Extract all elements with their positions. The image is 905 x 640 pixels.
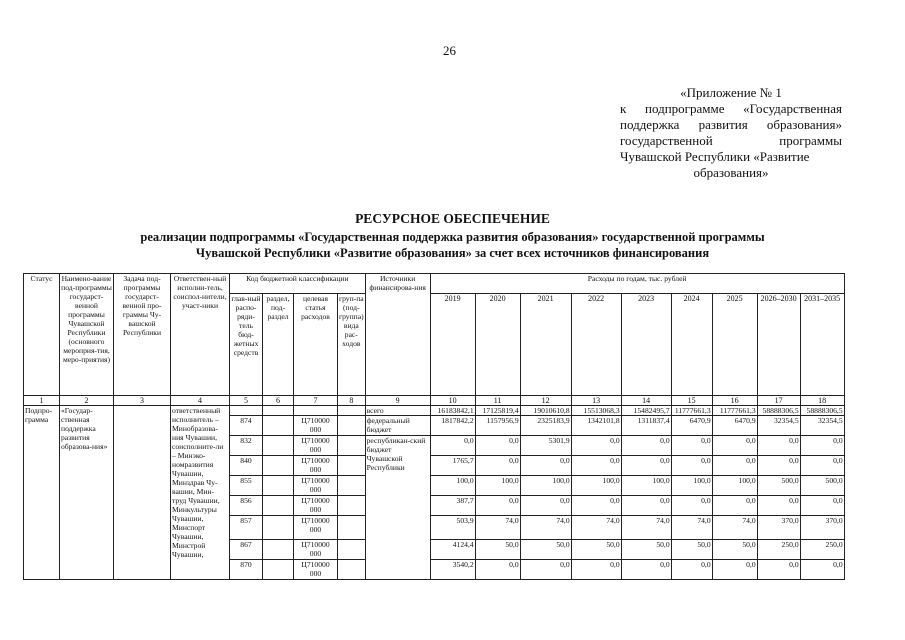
source-republican: республикан-ский бюджет Чувашской Республики (365, 436, 430, 580)
header-year: 2025 (712, 294, 757, 396)
document-subtitle (0, 229, 905, 261)
value-cell: 0,0 (800, 456, 844, 476)
value-cell: 1342101,8 (571, 416, 621, 436)
target-cell: Ц710000 000 (294, 476, 338, 496)
column-number: 3 (114, 396, 171, 406)
value-cell: 0,0 (757, 496, 800, 516)
value-cell: 3540,2 (430, 560, 475, 580)
header-target-item: целевая статья расходов (294, 294, 338, 396)
target-cell: Ц710000 000 (294, 496, 338, 516)
section-cell (263, 456, 294, 476)
value-cell: 0,0 (712, 436, 757, 456)
value-cell: 1311837,4 (621, 416, 671, 436)
value-cell: 0,0 (757, 560, 800, 580)
section-cell (263, 560, 294, 580)
document-title: РЕСУРСНОЕ ОБЕСПЕЧЕНИЕ (355, 211, 550, 226)
value-cell: 2325183,9 (520, 416, 571, 436)
header-expenses: Расходы по годам, тыс. рублей (430, 274, 844, 294)
group-cell (338, 416, 366, 436)
group-cell (338, 476, 366, 496)
header-budget-code: Код бюджетной классификации (230, 274, 366, 294)
value-cell: 0,0 (621, 560, 671, 580)
value-cell: 0,0 (712, 560, 757, 580)
value-cell: 370,0 (757, 516, 800, 540)
value-cell: 100,0 (712, 476, 757, 496)
responsible-cell: ответственный исполнитель – Минобразова-ния Чувашии, соисполните-ли – Минэко-номразвития Чувашии, Минздрав Чу-вашии, Мин-труд Чувашии, Минкультуры Чувашии, Минспорт Чувашии, Минстрой Чувашии, (171, 406, 230, 580)
grbs-cell: 840 (230, 456, 263, 476)
column-number: 7 (294, 396, 338, 406)
grbs-cell: 832 (230, 436, 263, 456)
value-cell: 100,0 (671, 476, 712, 496)
group-cell (338, 496, 366, 516)
target-cell: Ц710000 000 (294, 516, 338, 540)
header-year: 2031–2035 (800, 294, 844, 396)
value-cell: 0,0 (800, 496, 844, 516)
subtitle-line-2: Чувашской Республики «Развитие образования» за счет всех источников финансирования (195, 246, 710, 260)
section-cell (263, 416, 294, 436)
page-number: 26 (443, 43, 456, 58)
value-cell: 74,0 (475, 516, 520, 540)
group-cell (338, 456, 366, 476)
value-cell: 74,0 (621, 516, 671, 540)
value-cell: 0,0 (621, 456, 671, 476)
header-year: 2024 (671, 294, 712, 396)
target-cell: Ц710000 000 (294, 560, 338, 580)
group-cell (338, 540, 366, 560)
value-cell: 503,9 (430, 516, 475, 540)
source-federal: федеральный бюджет (365, 416, 430, 436)
value-cell: 17125819,4 (475, 406, 520, 416)
value-cell: 100,0 (430, 476, 475, 496)
header-year: 2023 (621, 294, 671, 396)
value-cell: 0,0 (520, 496, 571, 516)
value-cell: 1765,7 (430, 456, 475, 476)
value-cell: 100,0 (571, 476, 621, 496)
grbs-cell: 867 (230, 540, 263, 560)
target-cell: Ц710000 000 (294, 540, 338, 560)
value-cell: 15513068,3 (571, 406, 621, 416)
header-expense-group: груп-па (под-группа) вида рас-ходов (338, 294, 366, 396)
column-number: 10 (430, 396, 475, 406)
value-cell: 387,7 (430, 496, 475, 516)
section-cell (263, 516, 294, 540)
name-cell: «Государ-ственная поддержка развития образова-ния» (60, 406, 114, 580)
grbs-cell: 870 (230, 560, 263, 580)
value-cell: 0,0 (520, 560, 571, 580)
value-cell: 0,0 (800, 436, 844, 456)
value-cell: 50,0 (712, 540, 757, 560)
value-cell: 0,0 (671, 496, 712, 516)
value-cell: 0,0 (520, 456, 571, 476)
value-cell: 0,0 (800, 560, 844, 580)
value-cell: 0,0 (475, 560, 520, 580)
subtitle-line-1: реализации подпрограммы «Государственная поддержка развития образования» государственной программы (140, 230, 765, 244)
appendix-tail: образования» (693, 165, 769, 180)
value-cell: 0,0 (757, 436, 800, 456)
value-cell: 5301,9 (520, 436, 571, 456)
value-cell: 16183842,1 (430, 406, 475, 416)
value-cell: 6470,9 (671, 416, 712, 436)
column-number: 1 (24, 396, 60, 406)
column-number: 14 (621, 396, 671, 406)
header-grbs: глав-ный распо-ряди-тель бюд-жетных средств (230, 294, 263, 396)
value-cell: 74,0 (520, 516, 571, 540)
value-cell: 58888306,5 (757, 406, 800, 416)
value-cell: 11777661,3 (712, 406, 757, 416)
header-year: 2026–2030 (757, 294, 800, 396)
group-cell (338, 436, 366, 456)
header-year: 2022 (571, 294, 621, 396)
status-cell: Подпро-грамма (24, 406, 60, 580)
value-cell: 0,0 (571, 456, 621, 476)
column-number: 4 (171, 396, 230, 406)
target-cell: Ц710000 000 (294, 436, 338, 456)
header-year: 2019 (430, 294, 475, 396)
target-cell (294, 406, 338, 416)
value-cell: 250,0 (800, 540, 844, 560)
column-number: 6 (263, 396, 294, 406)
grbs-cell: 855 (230, 476, 263, 496)
column-number: 16 (712, 396, 757, 406)
value-cell: 0,0 (475, 436, 520, 456)
section-cell (263, 496, 294, 516)
value-cell: 50,0 (475, 540, 520, 560)
value-cell: 50,0 (571, 540, 621, 560)
section-cell (263, 436, 294, 456)
value-cell: 15482495,7 (621, 406, 671, 416)
value-cell: 32354,5 (800, 416, 844, 436)
column-number: 2 (60, 396, 114, 406)
grbs-cell: 857 (230, 516, 263, 540)
value-cell: 50,0 (621, 540, 671, 560)
header-year: 2020 (475, 294, 520, 396)
header-section: раздел, под-раздел (263, 294, 294, 396)
target-cell: Ц710000 000 (294, 456, 338, 476)
appendix-text: к подпрограмме «Государственная поддержка развития образования» государственной программы Чувашской Республики «Развитие (620, 101, 842, 164)
value-cell: 100,0 (475, 476, 520, 496)
value-cell: 1157956,9 (475, 416, 520, 436)
value-cell: 370,0 (800, 516, 844, 540)
grbs-cell: 856 (230, 496, 263, 516)
value-cell: 74,0 (571, 516, 621, 540)
value-cell: 4124,4 (430, 540, 475, 560)
header-sources: Источники финансирова-ния (365, 274, 430, 396)
table-row-total (24, 406, 845, 416)
value-cell: 0,0 (571, 436, 621, 456)
value-cell: 6470,9 (712, 416, 757, 436)
section-cell (263, 406, 294, 416)
value-cell: 0,0 (671, 436, 712, 456)
value-cell: 32354,5 (757, 416, 800, 436)
value-cell: 0,0 (475, 456, 520, 476)
value-cell: 0,0 (571, 560, 621, 580)
column-number: 8 (338, 396, 366, 406)
column-number: 5 (230, 396, 263, 406)
column-number: 13 (571, 396, 621, 406)
value-cell: 100,0 (621, 476, 671, 496)
value-cell: 0,0 (430, 436, 475, 456)
value-cell: 0,0 (671, 560, 712, 580)
value-cell: 500,0 (800, 476, 844, 496)
column-number-row (24, 396, 845, 406)
group-cell (338, 516, 366, 540)
section-cell (263, 476, 294, 496)
header-responsible: Ответствен-ный исполни-тель, соиспол-нители, участ-ники (171, 274, 230, 396)
header-name: Наимено-вание под-программы государст-венной программы Чувашской Республики (основного мероприя-тия, меро-приятия) (60, 274, 114, 396)
value-cell: 0,0 (712, 496, 757, 516)
header-year: 2021 (520, 294, 571, 396)
value-cell: 0,0 (712, 456, 757, 476)
value-cell: 11777661,3 (671, 406, 712, 416)
grbs-cell (230, 406, 263, 416)
header-status: Статус (24, 274, 60, 396)
column-number: 11 (475, 396, 520, 406)
value-cell: 19010610,8 (520, 406, 571, 416)
column-number: 9 (365, 396, 430, 406)
value-cell: 0,0 (571, 496, 621, 516)
value-cell: 50,0 (671, 540, 712, 560)
value-cell: 0,0 (621, 496, 671, 516)
column-number: 12 (520, 396, 571, 406)
value-cell: 74,0 (712, 516, 757, 540)
value-cell: 58888306,5 (800, 406, 844, 416)
section-cell (263, 540, 294, 560)
target-cell: Ц710000 000 (294, 416, 338, 436)
value-cell: 0,0 (671, 456, 712, 476)
source-total: всего (365, 406, 430, 416)
group-cell (338, 560, 366, 580)
task-cell (114, 406, 171, 580)
value-cell: 50,0 (520, 540, 571, 560)
value-cell: 1817842,2 (430, 416, 475, 436)
resource-table (23, 273, 845, 580)
value-cell: 250,0 (757, 540, 800, 560)
appendix-note (620, 85, 842, 181)
value-cell: 74,0 (671, 516, 712, 540)
value-cell: 0,0 (757, 456, 800, 476)
value-cell: 500,0 (757, 476, 800, 496)
value-cell: 100,0 (520, 476, 571, 496)
value-cell: 0,0 (475, 496, 520, 516)
column-number: 15 (671, 396, 712, 406)
appendix-title: «Приложение № 1 (680, 85, 782, 100)
header-task: Задача под-программы государст-венной про-граммы Чу-вашской Республики (114, 274, 171, 396)
column-number: 18 (800, 396, 844, 406)
grbs-cell: 874 (230, 416, 263, 436)
value-cell: 0,0 (621, 436, 671, 456)
column-number: 17 (757, 396, 800, 406)
group-cell (338, 406, 366, 416)
